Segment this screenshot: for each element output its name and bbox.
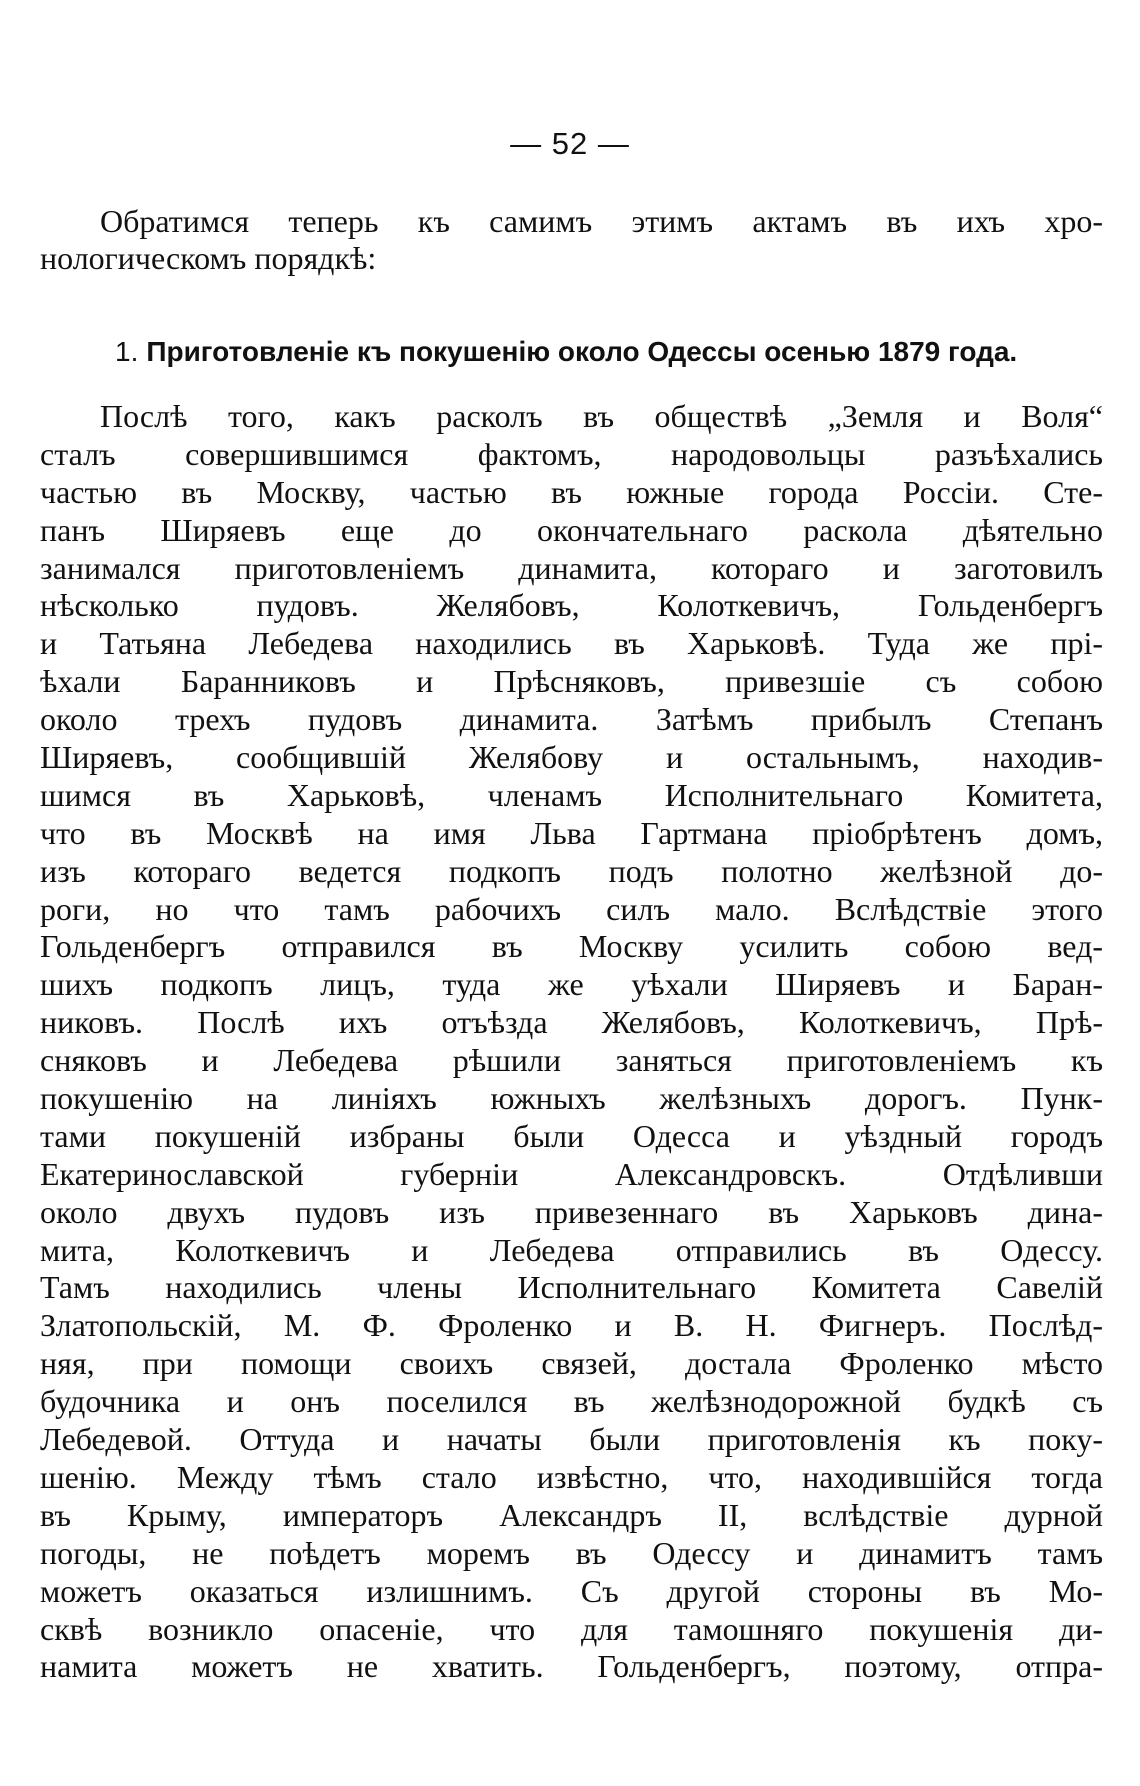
text-line: будочника и онъ поселился въ желѣзнодорожной будкѣ съ — [40, 1383, 1103, 1420]
text-line: Обратимся теперь къ самимъ этимъ актамъ въ ихъ хро- — [100, 203, 1103, 239]
text-line: ѣхали Баранниковъ и Прѣсняковъ, привезшіе съ собою — [40, 663, 1103, 700]
text-line: сняковъ и Лебедева рѣшили заняться приготовленіемъ къ — [40, 1042, 1103, 1079]
text-line: сталъ совершившимся фактомъ, народовольцы разъѣхались — [40, 435, 1103, 472]
text-line: Ширяевъ, сообщившій Желябову и остальнымъ, находив- — [40, 739, 1103, 776]
page-number: — 52 — — [510, 126, 630, 161]
text-line: въ Крыму, императоръ Александръ II, вслѣдствіе дурной — [40, 1496, 1103, 1533]
text-line: шимся въ Харьковѣ, членамъ Исполнительнаго Комитета, — [40, 776, 1103, 813]
text-line: погоды, не поѣдетъ моремъ въ Одессу и динамитъ тамъ — [40, 1534, 1103, 1571]
text-line: тами покушеній избраны были Одесса и уѣздный городъ — [40, 1117, 1103, 1154]
text-line: шихъ подкопъ лицъ, туда же уѣхали Ширяевъ и Баран- — [40, 966, 1103, 1003]
text-line: Гольденбергъ отправился въ Москву усилить собою вед- — [40, 928, 1103, 965]
text-line: никовъ. Послѣ ихъ отъѣзда Желябовъ, Колоткевичъ, Прѣ- — [40, 1004, 1103, 1041]
text-line: нѣсколько пудовъ. Желябовъ, Колоткевичъ, Гольденбергъ — [40, 587, 1103, 624]
text-line: мита, Колоткевичъ и Лебедева отправились въ Одессу. — [40, 1231, 1103, 1268]
text-line: можетъ оказаться излишнимъ. Съ другой стороны въ Мо- — [40, 1572, 1103, 1609]
text-line: покушенію на линіяхъ южныхъ желѣзныхъ дорогъ. Пунк- — [40, 1080, 1103, 1117]
intro-paragraph — [40, 203, 1103, 277]
text-line: Тамъ находились члены Исполнительнаго Комитета Савелій — [40, 1269, 1103, 1306]
text-line: изъ котораго ведется подкопъ подъ полотно желѣзной до- — [40, 852, 1103, 889]
text-line: около трехъ пудовъ динамита. Затѣмъ прибылъ Степанъ — [40, 701, 1103, 738]
body-paragraph — [40, 398, 1103, 1686]
text-line: шенію. Между тѣмъ стало извѣстно, что, находившійся тогда — [40, 1458, 1103, 1495]
text-line: Златопольскій, М. Ф. Фроленко и В. Н. Фигнеръ. Послѣд- — [40, 1307, 1103, 1344]
text-line: Послѣ того, какъ расколъ въ обществѣ „Земля и Воля“ — [100, 398, 1103, 434]
text-line: сквѣ возникло опасеніе, что для тамошняго покушенія ди- — [40, 1610, 1103, 1647]
text-line: что въ Москвѣ на имя Льва Гартмана пріобрѣтенъ домъ, — [40, 814, 1103, 851]
text-line: около двухъ пудовъ изъ привезеннаго въ Харьковъ дина- — [40, 1193, 1103, 1230]
section-heading — [40, 335, 1103, 369]
text-line: панъ Ширяевъ еще до окончательнаго раскола дѣятельно — [40, 511, 1103, 548]
text-line: няя, при помощи своихъ связей, достала Фроленко мѣсто — [40, 1345, 1103, 1382]
text-line: Лебедевой. Оттуда и начаты были приготовленія къ поку- — [40, 1421, 1103, 1458]
section-number: 1. — [115, 336, 139, 367]
text-line: занимался приготовленіемъ динамита, котораго и заготовилъ — [40, 549, 1103, 586]
text-line: Екатеринославской губерніи Александровскъ. Отдѣливши — [40, 1155, 1103, 1192]
text-line: нологическомъ порядкѣ: — [40, 240, 377, 276]
text-line: роги, но что тамъ рабочихъ силъ мало. Вслѣдствіе этого — [40, 890, 1103, 927]
text-line: и Татьяна Лебедева находились въ Харьковѣ. Туда же прі- — [40, 625, 1103, 662]
text-line: частью въ Москву, частью въ южные города Россіи. Сте- — [40, 473, 1103, 510]
text-line: намита можетъ не хватить. Гольденбергъ, поэтому, отпра- — [40, 1648, 1103, 1685]
section-title: Приготовленіе къ покушенію около Одессы осенью 1879 года. — [146, 336, 1018, 367]
